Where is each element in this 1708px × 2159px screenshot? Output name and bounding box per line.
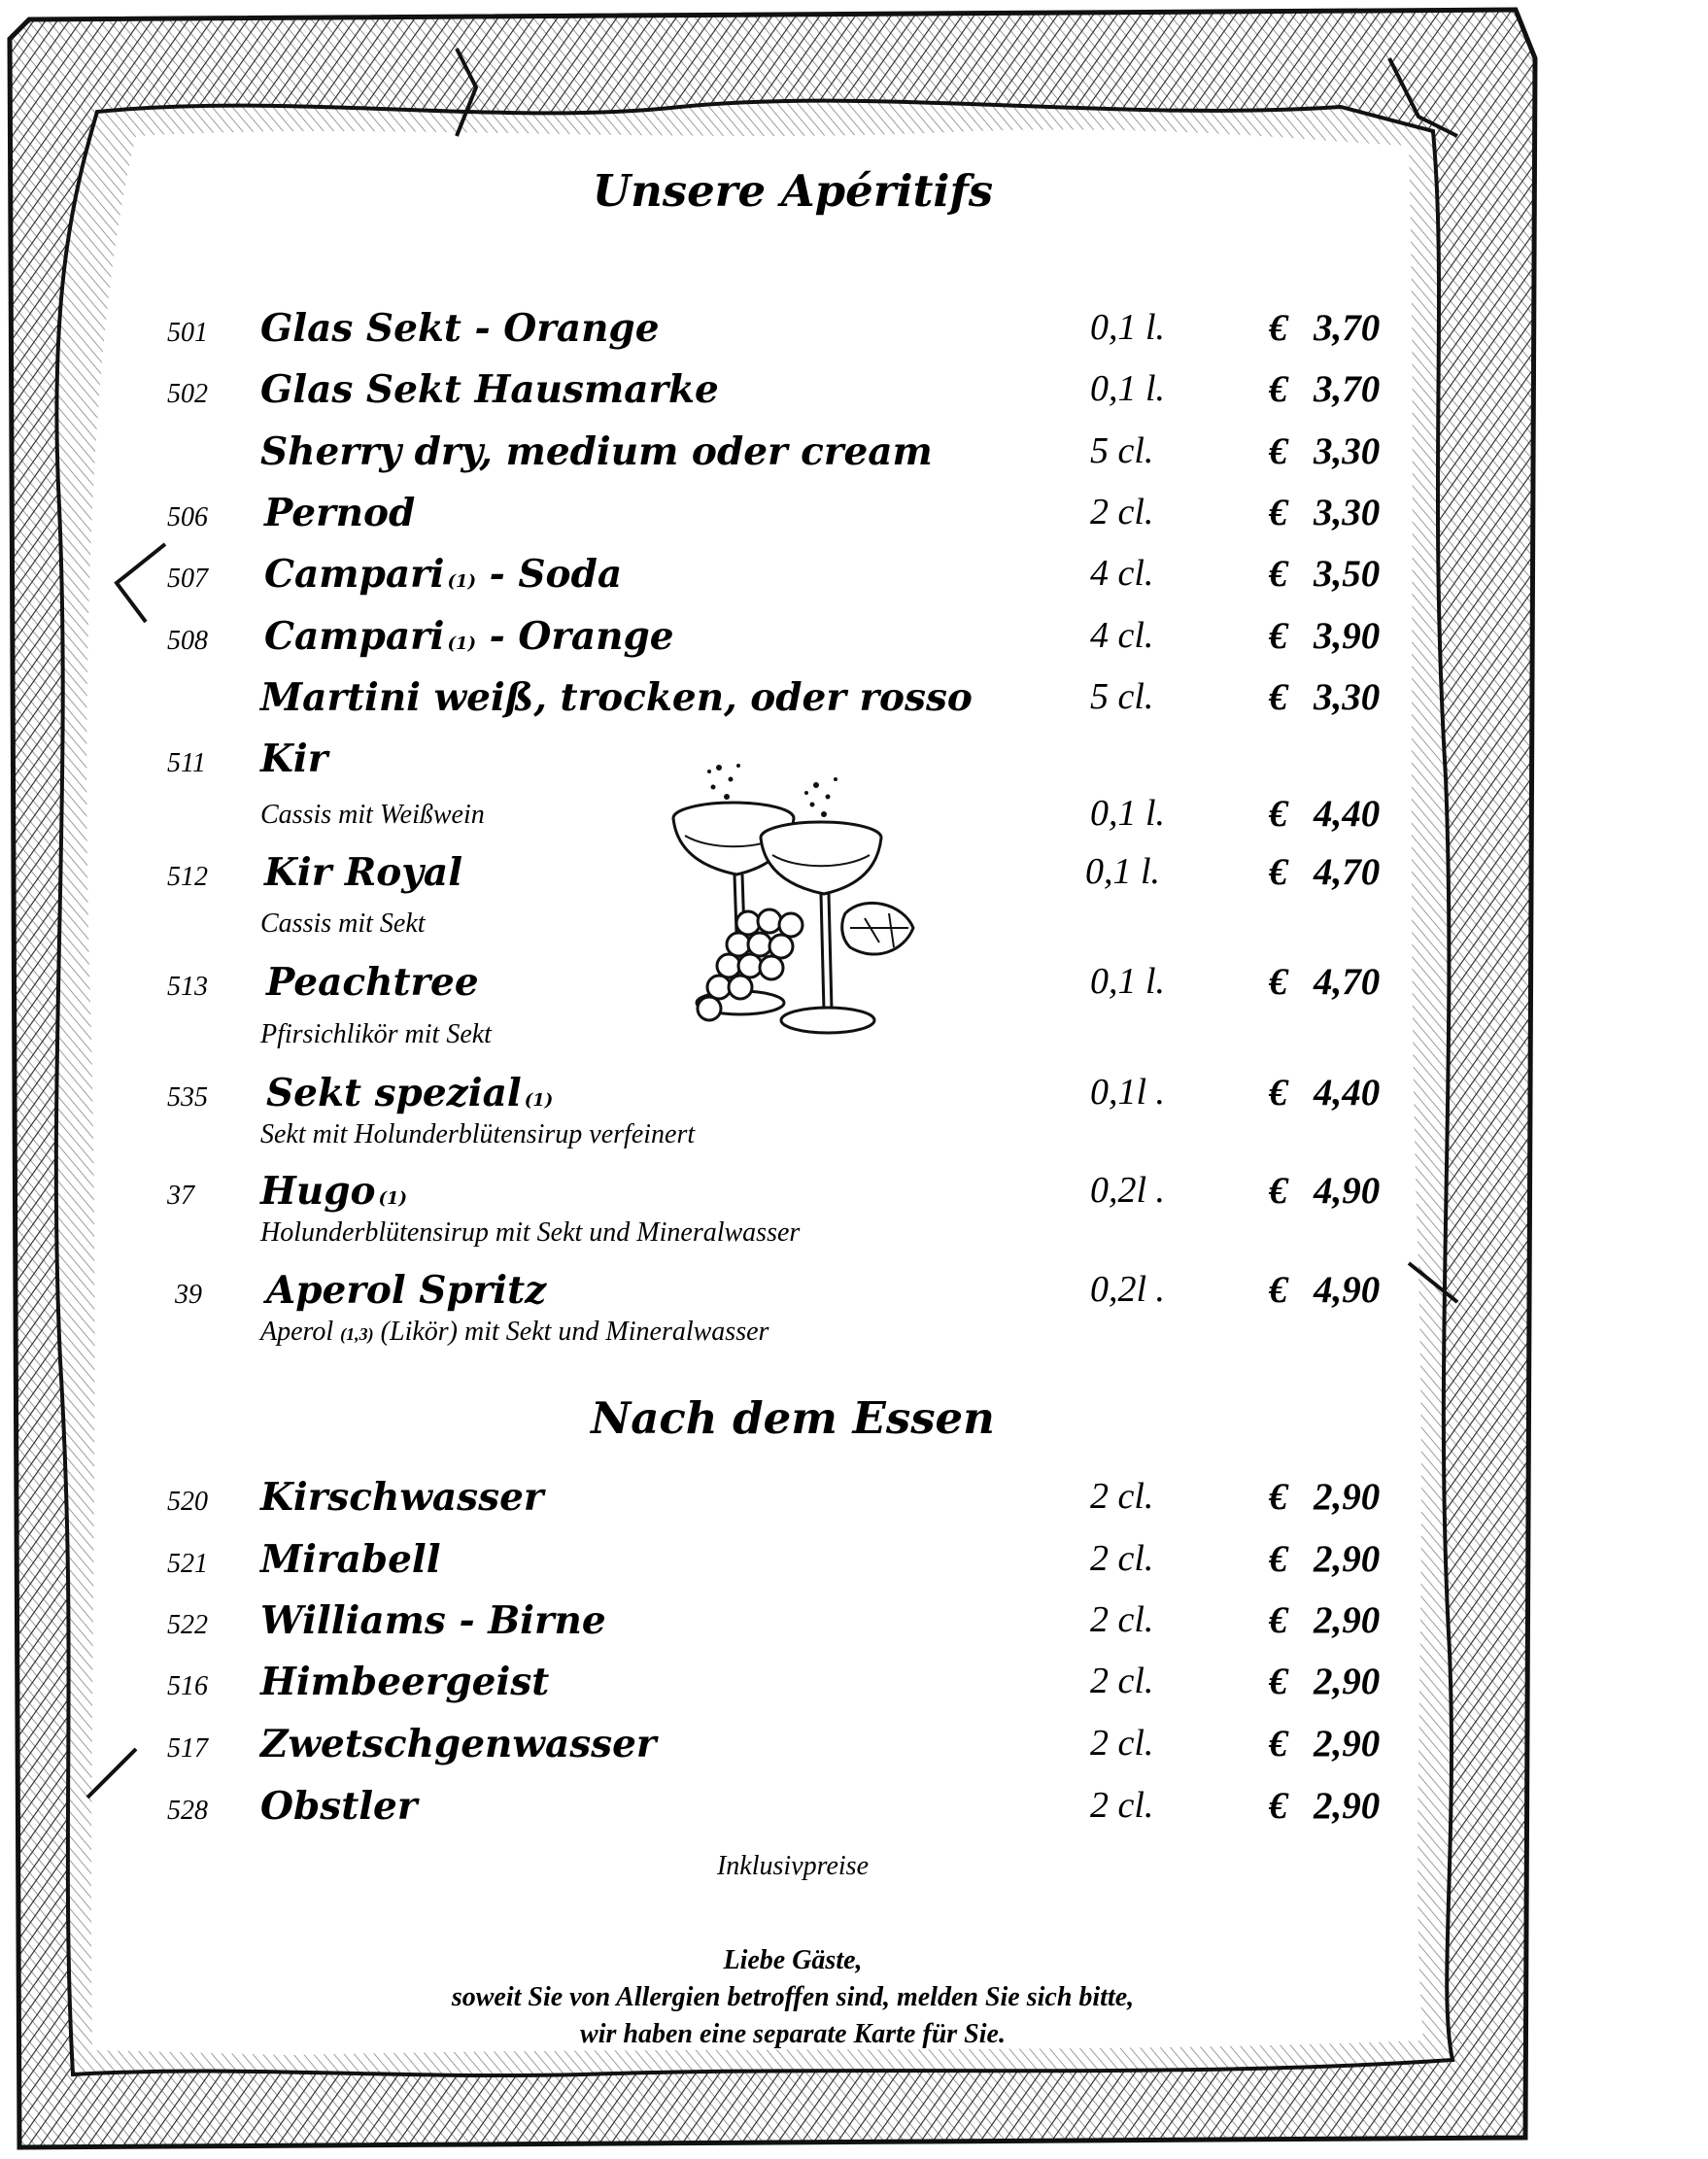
euro-sign: € [1269,430,1288,472]
allergen-note: (1) [378,1188,408,1209]
allergen-note: (1,3) [340,1324,374,1344]
item-volume: 2 cl. [1090,1661,1154,1701]
menu-item [0,1475,1708,1533]
menu-item [0,552,1708,610]
menu-item [0,1598,1708,1657]
item-price: 2,90 [1314,1661,1381,1702]
item-number: 516 [167,1671,208,1701]
item-number: 508 [167,626,208,656]
item-number: 522 [167,1610,208,1640]
item-volume: 2 cl. [1090,492,1154,532]
euro-sign: € [1269,1538,1288,1580]
item-name: Kir Royal [264,850,463,895]
item-volume: 0,1 l. [1090,368,1166,409]
item-number: 535 [167,1082,208,1113]
item-name: Williams - Birne [260,1598,606,1643]
item-volume: 2 cl. [1090,1599,1154,1640]
item-name: Martini weiß, trocken, oder rosso [260,675,973,720]
item-price: 3,30 [1314,676,1381,718]
item-volume: 0,2l . [1090,1269,1166,1310]
item-volume: 0,1 l. [1085,851,1161,892]
item-name [266,1071,553,1115]
menu-item [0,675,1708,734]
item-name: Kir [260,737,328,781]
item-price: 2,90 [1314,1538,1381,1580]
item-name-text: Sekt spezial [266,1071,522,1115]
menu-item [0,1722,1708,1780]
item-volume: 0,1l . [1090,1072,1166,1113]
item-volume: 5 cl. [1090,676,1154,717]
menu-item [0,1660,1708,1718]
item-volume: 5 cl. [1090,430,1154,471]
euro-sign: € [1269,676,1288,718]
item-name: Himbeergeist [260,1660,550,1704]
menu-item [0,491,1708,549]
item-price: 3,30 [1314,430,1381,472]
item-volume: 2 cl. [1090,1723,1154,1764]
item-name: Aperol Spritz [266,1268,547,1313]
item-price: 3,50 [1314,553,1381,595]
item-number: 511 [167,748,206,778]
menu-item [0,1537,1708,1595]
item-number: 513 [167,972,208,1002]
item-price: 2,90 [1314,1599,1381,1641]
item-volume: 4 cl. [1090,553,1154,594]
item-volume: 2 cl. [1090,1476,1154,1517]
euro-sign: € [1269,1785,1288,1827]
allergen-note: (1) [447,571,477,592]
item-name: Zwetschgenwasser [260,1722,657,1766]
item-volume: 0,1 l. [1090,793,1166,834]
item-price: 3,30 [1314,492,1381,533]
euro-sign: € [1269,1072,1288,1114]
item-price: 3,70 [1314,368,1381,410]
item-volume: 0,1 l. [1090,961,1166,1002]
item-price: 4,90 [1314,1269,1381,1311]
item-name: Mirabell [260,1537,441,1582]
item-price: 4,70 [1314,851,1381,893]
item-description: Sekt mit Holunderblütensirup verfeinert [260,1119,696,1149]
euro-sign: € [1269,307,1288,349]
item-price: 3,90 [1314,615,1381,657]
item-number: 506 [167,502,208,532]
allergy-notice [0,1942,1586,2053]
item-volume: 0,1 l. [1090,307,1166,348]
item-number: 39 [175,1280,202,1310]
digestifs-title: Nach dem Essen [591,1392,995,1444]
item-number: 507 [167,564,208,594]
allergy-notice-line: soweit Sie von Allergien betroffen sind, melden Sie sich bitte, [451,1982,1135,2012]
menu-item-detail [0,1317,1708,1375]
item-price: 3,70 [1314,307,1381,349]
item-price: 4,40 [1314,793,1381,835]
item-number: 528 [167,1796,208,1826]
item-description [260,1317,769,1348]
euro-sign: € [1269,961,1288,1003]
menu-item [0,429,1708,488]
item-name-suffix: - Orange [476,614,674,659]
item-description: Cassis mit Sekt [260,908,426,939]
inclusive-prices-note: Inklusivpreise [716,1851,870,1881]
euro-sign: € [1269,1269,1288,1311]
item-name-text: Campari [264,614,445,659]
item-name-text: Hugo [260,1169,376,1214]
euro-sign: € [1269,368,1288,410]
euro-sign: € [1269,1170,1288,1212]
item-price: 2,90 [1314,1476,1381,1518]
item-description: Holunderblütensirup mit Sekt und Mineralwasser [260,1217,801,1248]
item-name [264,614,674,659]
allergen-note: (1) [447,634,477,654]
item-name [264,552,622,597]
euro-sign: € [1269,615,1288,657]
menu-item [0,614,1708,672]
item-price: 4,70 [1314,961,1381,1003]
item-volume: 0,2l . [1090,1170,1166,1211]
item-number: 502 [167,379,208,409]
item-name: Glas Sekt - Orange [260,306,660,351]
description-text: (Likör) mit Sekt und Mineralwasser [373,1317,769,1347]
item-name: Pernod [264,491,416,535]
item-volume: 2 cl. [1090,1785,1154,1826]
menu-item [0,367,1708,426]
item-name-text: Campari [264,552,445,597]
item-number: 517 [167,1733,208,1764]
euro-sign: € [1269,1661,1288,1702]
item-description: Pfirsichlikör mit Sekt [260,1019,492,1049]
item-price: 2,90 [1314,1785,1381,1827]
euro-sign: € [1269,1476,1288,1518]
euro-sign: € [1269,851,1288,893]
allergy-notice-greeting: Liebe Gäste, [723,1945,863,1975]
item-number: 512 [167,862,208,892]
menu-item-detail [0,1217,1708,1276]
item-name-suffix: - Soda [476,552,623,597]
item-name: Glas Sekt Hausmarke [260,367,719,412]
item-number: 520 [167,1487,208,1517]
item-name [260,1169,407,1214]
euro-sign: € [1269,1723,1288,1765]
item-price: 4,40 [1314,1072,1381,1114]
aperitifs-title: Unsere Apéritifs [592,165,994,217]
item-number: 37 [167,1181,194,1211]
euro-sign: € [1269,793,1288,835]
item-volume: 4 cl. [1090,615,1154,656]
item-name: Sherry dry, medium oder cream [260,429,933,474]
item-volume: 2 cl. [1090,1538,1154,1579]
item-name: Peachtree [266,960,479,1005]
item-number: 521 [167,1549,208,1579]
item-number: 501 [167,318,208,348]
allergy-notice-line: wir haben eine separate Karte für Sie. [580,2019,1006,2049]
euro-sign: € [1269,492,1288,533]
menu-item [0,1784,1708,1842]
item-name: Obstler [260,1784,418,1829]
item-description: Cassis mit Weißwein [260,800,485,830]
euro-sign: € [1269,1599,1288,1641]
allergen-note: (1) [524,1090,554,1111]
item-price: 4,90 [1314,1170,1381,1212]
description-text: Aperol [260,1317,341,1347]
champagne-glasses-illustration [670,758,923,1040]
euro-sign: € [1269,553,1288,595]
menu-item [0,306,1708,364]
item-price: 2,90 [1314,1723,1381,1765]
item-name: Kirschwasser [260,1475,544,1520]
